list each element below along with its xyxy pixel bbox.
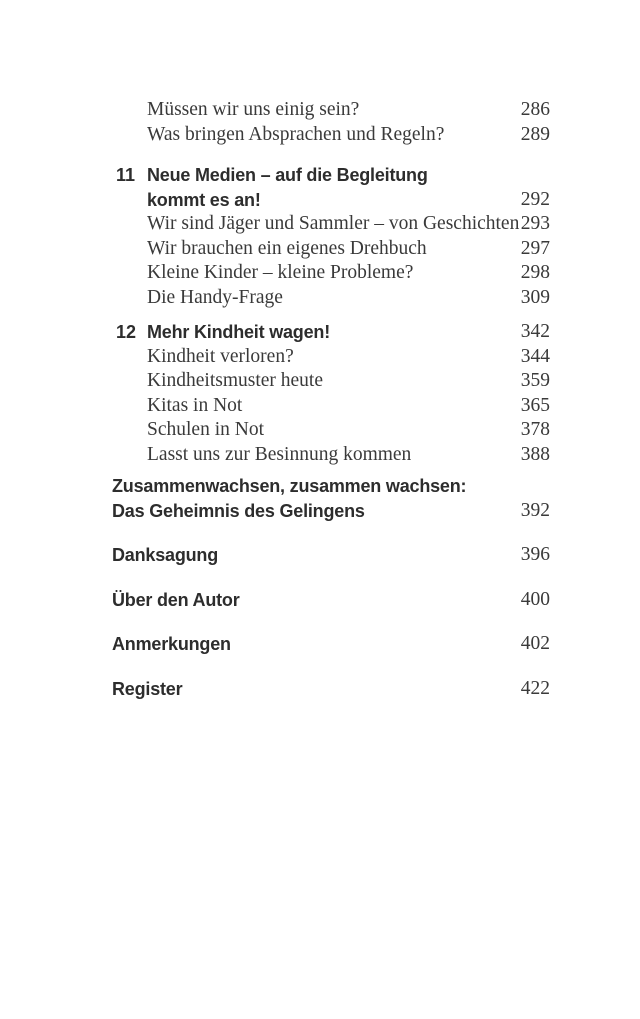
toc-row	[112, 394, 550, 419]
toc-entry-line: Die Handy-Frage	[147, 286, 283, 308]
toc-entry-line: Schulen in Not	[147, 419, 264, 440]
toc-entry-line: Lasst uns zur Besinnung kommen	[147, 443, 412, 465]
toc-entry-line: Register	[112, 678, 183, 699]
toc-group	[112, 474, 550, 523]
toc-entry-label	[112, 320, 509, 345]
toc-page-number: 422	[520, 677, 550, 699]
toc-group	[112, 543, 550, 568]
toc-entry-line: Mehr Kindheit wagen!	[147, 322, 331, 342]
toc-page-number: 378	[520, 419, 550, 440]
toc-entry-label	[112, 474, 509, 523]
toc-entry-label	[112, 212, 520, 237]
toc-row	[112, 443, 550, 468]
toc-page-number: 297	[520, 237, 550, 259]
toc-page-number: 286	[520, 99, 550, 120]
toc-entry-label	[112, 418, 509, 443]
toc-entry-line: Über den Autor	[112, 589, 240, 610]
toc-group	[112, 588, 550, 613]
toc-row	[112, 261, 550, 286]
toc-entry-label	[112, 286, 509, 311]
toc-row	[112, 345, 550, 370]
toc-page-number: 292	[520, 188, 550, 210]
toc-entry-label	[112, 261, 509, 286]
toc-row	[112, 237, 550, 262]
chapter-number: 11	[116, 165, 136, 185]
toc-entry-label	[112, 677, 509, 702]
toc-entry-label	[112, 369, 509, 394]
toc-entry-line: kommt es an!	[147, 189, 261, 210]
toc-page-number: 388	[520, 443, 550, 465]
toc-page-number: 298	[520, 262, 550, 283]
toc-entry-line: Danksagung	[112, 545, 219, 565]
toc-page-number: 392	[520, 499, 550, 521]
toc-page-number: 289	[520, 123, 550, 145]
toc-page-number: 309	[520, 286, 550, 308]
toc-entry-label	[112, 632, 509, 657]
toc-page-number: 396	[520, 544, 550, 565]
toc-page-number: 365	[520, 394, 550, 416]
toc-entry-line: Müssen wir uns einig sein?	[147, 99, 360, 120]
toc-page-number: 342	[520, 321, 550, 342]
toc-row	[112, 474, 550, 523]
toc-entry-line: Neue Medien – auf die Begleitung	[147, 165, 428, 185]
toc-entry-line: Wir sind Jäger und Sammler – von Geschichten	[147, 213, 520, 234]
toc-row	[112, 418, 550, 443]
toc-entry-label	[112, 123, 509, 148]
toc-entry-label	[112, 98, 509, 123]
toc-entry-label	[112, 588, 509, 613]
toc-row	[112, 98, 550, 123]
toc-entry-label	[112, 394, 509, 419]
toc-row	[112, 123, 550, 148]
toc-group	[112, 163, 550, 310]
toc-row	[112, 543, 550, 568]
toc-row	[112, 320, 550, 345]
toc-entry-label	[112, 345, 509, 370]
toc-entry-line: Das Geheimnis des Gelingens	[112, 500, 365, 521]
toc-entry-label	[112, 237, 509, 262]
chapter-number: 12	[116, 322, 137, 342]
toc-entry-line: Anmerkungen	[112, 634, 231, 654]
toc-page-number: 293	[520, 213, 550, 234]
toc-list	[112, 98, 550, 701]
toc-entry-line: Kleine Kinder – kleine Probleme?	[147, 262, 414, 283]
toc-row	[112, 632, 550, 657]
toc-row	[112, 677, 550, 702]
toc-row	[112, 286, 550, 311]
toc-row	[112, 369, 550, 394]
toc-page-number: 359	[520, 370, 550, 391]
toc-entry-label	[112, 543, 509, 568]
toc-group	[112, 632, 550, 657]
toc-entry-label	[112, 443, 509, 468]
toc-entry-label	[112, 163, 509, 212]
toc-entry-line: Kindheitsmuster heute	[147, 370, 324, 391]
toc-row	[112, 212, 550, 237]
toc-entry-line: Wir brauchen ein eigenes Drehbuch	[147, 237, 427, 259]
toc-page-number: 400	[520, 588, 550, 610]
toc-row	[112, 588, 550, 613]
toc-page-number: 344	[520, 345, 550, 367]
toc-entry-line: Kitas in Not	[147, 394, 243, 416]
toc-entry-line: Kindheit verloren?	[147, 345, 294, 367]
toc-entry-line: Was bringen Absprachen und Regeln?	[147, 123, 445, 145]
toc-entry-line: Zusammenwachsen, zusammen wachsen:	[112, 476, 467, 496]
toc-group	[112, 320, 550, 467]
toc-page-number: 402	[520, 633, 550, 654]
toc-group	[112, 98, 550, 147]
toc-row	[112, 163, 550, 212]
toc-group	[112, 677, 550, 702]
